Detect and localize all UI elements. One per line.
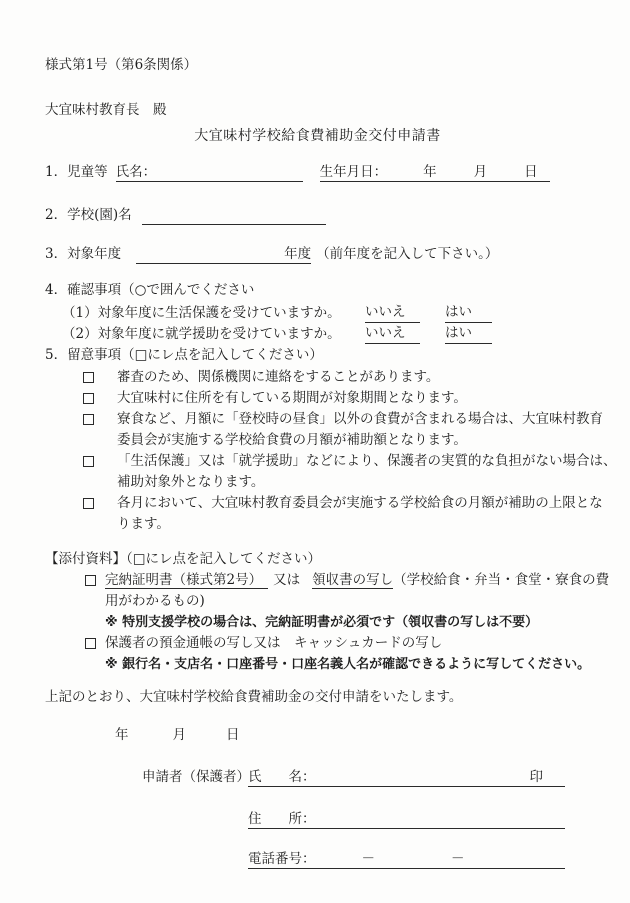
item1-label: 1．児童等 bbox=[45, 164, 108, 180]
question1-label: （1）対象年度に生活保護を受けていますか。 bbox=[62, 305, 341, 321]
checkbox-icon[interactable] bbox=[85, 575, 96, 586]
date-month-label: 月 bbox=[172, 727, 186, 743]
child-dob-field[interactable] bbox=[320, 163, 550, 182]
checkbox-icon[interactable] bbox=[83, 498, 94, 509]
dob-day-label: 日 bbox=[524, 164, 538, 180]
attachment-doc1: 完納証明書（様式第2号） bbox=[105, 572, 268, 589]
phone-label: 電話番号： bbox=[248, 851, 316, 867]
attachment-note: ※ 特別支援学校の場合は、完納証明書が必須です（領収書の写しは不要） bbox=[105, 615, 539, 630]
notice-text: 大宜味村に住所を有している期間が対象期間となります。 bbox=[117, 390, 467, 406]
checkbox-icon[interactable] bbox=[83, 393, 94, 404]
school-name-field[interactable] bbox=[142, 206, 326, 225]
item1-row bbox=[45, 163, 590, 182]
page-title: 大宜味村学校給食費補助金交付申請書 bbox=[194, 128, 441, 144]
seal-mark: 印 bbox=[529, 769, 543, 785]
notice-text: 委員会が実施する学校給食費の月額が補助額となります。 bbox=[117, 432, 467, 448]
target-year-field[interactable] bbox=[136, 245, 311, 264]
child-name-label: 氏名： bbox=[115, 164, 157, 180]
child-name-field[interactable] bbox=[116, 163, 303, 182]
address-row bbox=[248, 810, 590, 829]
attachment-note: ※ 銀行名・支店名・口座番号・口座名義人名が確認できるように写してください。 bbox=[105, 657, 591, 672]
notice-text: ります。 bbox=[117, 516, 170, 532]
checkbox-icon[interactable] bbox=[83, 414, 94, 425]
attachment-item bbox=[85, 570, 610, 633]
question2-label: （2）対象年度に就学援助を受けていますか。 bbox=[62, 326, 341, 342]
section4-heading: 4．確認事項（○で囲んでください bbox=[45, 282, 255, 298]
item3-label: 3．対象年度 bbox=[45, 246, 122, 262]
phone-field[interactable] bbox=[248, 850, 565, 869]
question2-no-option[interactable]: いいえ bbox=[365, 324, 420, 344]
question1-row bbox=[62, 303, 590, 323]
applicant-label: 申請者（保護者） bbox=[142, 769, 250, 785]
attachment-text bbox=[105, 570, 609, 591]
attachment-text: 保護者の預金通帳の写し又は キャッシュカードの写し bbox=[105, 635, 443, 651]
question1-no-option[interactable]: いいえ bbox=[365, 303, 420, 323]
question1-yes-option[interactable]: はい bbox=[445, 303, 492, 323]
phone-dash: － bbox=[361, 851, 375, 867]
attachments-heading: 【添付資料】（□にレ点を記入してください） bbox=[45, 551, 322, 567]
notice-item bbox=[83, 388, 590, 409]
checkbox-icon[interactable] bbox=[83, 456, 94, 467]
declaration-text: 上記のとおり、大宜味村学校給食費補助金の交付申請をいたします。 bbox=[45, 689, 463, 705]
notice-text: 各月において、大宜味村教育委員会が実施する学校給食の月額が補助の上限とな bbox=[117, 495, 603, 511]
applicant-name-field[interactable] bbox=[248, 768, 565, 787]
dob-label: 生年月日： bbox=[319, 164, 388, 180]
applicant-row bbox=[142, 768, 590, 787]
dob-month-label: 月 bbox=[473, 164, 488, 180]
item3-note: （前年度を記入して下さい。） bbox=[316, 246, 499, 262]
item3-row bbox=[45, 245, 590, 264]
question2-yes-option[interactable]: はい bbox=[445, 324, 492, 344]
target-year-unit: 年度 bbox=[284, 246, 312, 262]
notice-item bbox=[83, 409, 603, 451]
phone-row bbox=[248, 850, 590, 869]
form-number: 様式第1号（第6条関係） bbox=[45, 57, 198, 73]
notice-text: 審査のため、関係機関に連絡をすることがあります。 bbox=[117, 369, 440, 385]
item2-row bbox=[45, 206, 590, 225]
section5-heading: 5．留意事項（□にレ点を記入してください） bbox=[45, 347, 323, 363]
item2-label: 2．学校(園)名 bbox=[45, 207, 132, 223]
notice-item bbox=[83, 451, 617, 493]
notice-text: 寮食など、月額に「登校時の昼食」以外の食費が含まれる場合は、大宜味村教育 bbox=[117, 411, 603, 427]
attachment-item bbox=[85, 633, 590, 675]
addressee: 大宜味村教育長 殿 bbox=[45, 102, 167, 118]
section5-list bbox=[45, 367, 617, 535]
dob-year-label: 年 bbox=[423, 164, 437, 180]
address-field[interactable] bbox=[248, 810, 565, 829]
date-year-label: 年 bbox=[115, 727, 129, 743]
applicant-name-label: 氏 名： bbox=[248, 769, 316, 785]
notice-item bbox=[83, 493, 603, 535]
phone-dash: － bbox=[451, 851, 465, 867]
notice-item bbox=[83, 367, 590, 388]
date-row[interactable] bbox=[115, 726, 590, 745]
date-day-label: 日 bbox=[226, 727, 240, 743]
checkbox-icon[interactable] bbox=[85, 638, 96, 649]
notice-text: 補助対象外となります。 bbox=[117, 474, 265, 490]
attachment-text: 用がわかるもの) bbox=[105, 593, 205, 609]
attachment-doc2: 領収書の写し bbox=[312, 572, 394, 588]
attachment-conj: 又は bbox=[273, 572, 301, 588]
checkbox-icon[interactable] bbox=[83, 372, 94, 383]
attachment-desc: （学校給食・弁当・食堂・寮食の費 bbox=[393, 572, 610, 588]
address-label: 住 所： bbox=[248, 811, 316, 827]
question2-row bbox=[62, 324, 590, 344]
notice-text: 「生活保護」又は「就学援助」などにより、保護者の実質的な負担がない場合は、 bbox=[117, 453, 617, 469]
